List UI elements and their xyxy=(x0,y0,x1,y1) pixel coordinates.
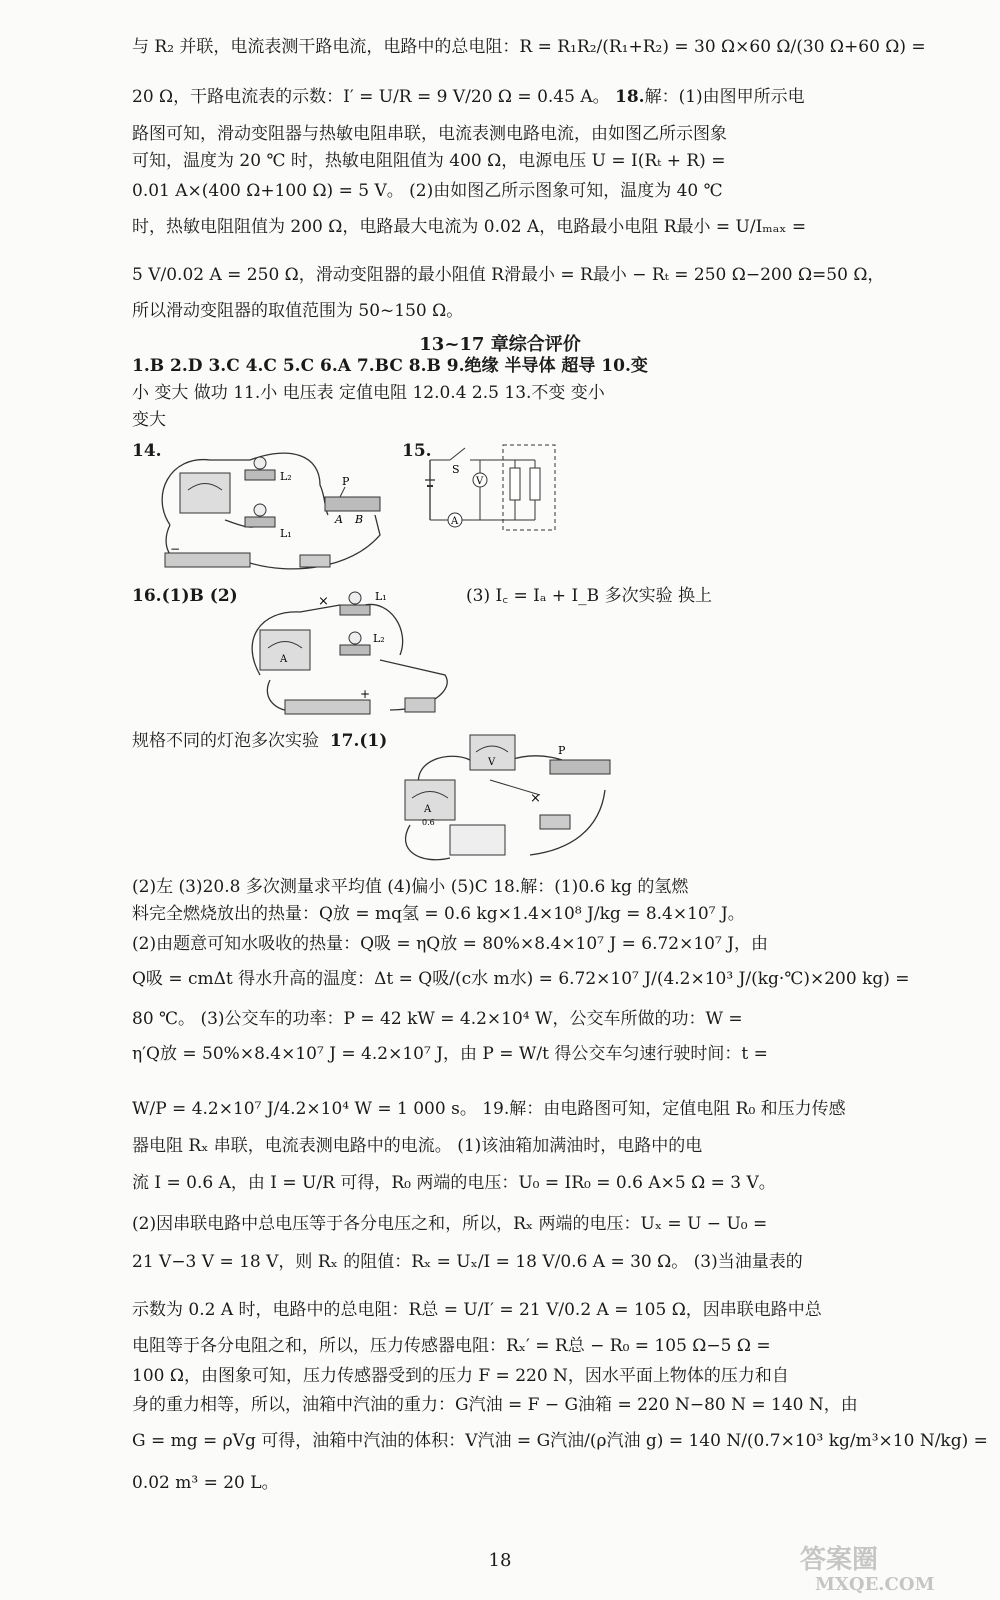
answers-line: 小 变大 做功 11.小 电压表 定值电阻 12.0.4 2.5 13.不变 变小 xyxy=(132,383,605,403)
line: (2)左 (3)20.8 多次测量求平均值 (4)偏小 (5)C 18.解：(1)0.6 kg 的氢燃 xyxy=(132,877,689,897)
label-plus: + xyxy=(360,687,371,701)
label-A: A xyxy=(451,516,459,527)
line: 21 V−3 V = 18 V，则 Rₓ 的阻值：Rₓ = Uₓ/I = 18 V/0.6 A = 30 Ω。 (3)当油量表的 xyxy=(132,1252,803,1272)
figure-17-circuit xyxy=(400,730,620,870)
line xyxy=(132,86,805,108)
line: 与 R₂ 并联，电流表测干路电流，电路中的总电阻：R = R₁R₂/(R₁+R₂) = 30 Ω×60 Ω/(30 Ω+60 Ω) = xyxy=(132,37,926,57)
label-S: S xyxy=(452,463,460,476)
line: Q吸 = cmΔt 得水升高的温度：Δt = Q吸/(c水 m水) = 6.72×10⁷ J/(4.2×10³ J/(kg·℃)×200 kg) = xyxy=(132,969,910,989)
line: (2)由题意可知水吸收的热量：Q吸 = ηQ放 = 80%×8.4×10⁷ J = 6.72×10⁷ J，由 xyxy=(132,934,769,954)
question-16-text: 16.(1)B (2) xyxy=(132,586,238,606)
line: 电阻等于各分电阻之和，所以，压力传感器电阻：Rₓ′ = R总 − R₀ = 105 Ω−5 Ω = xyxy=(132,1336,771,1356)
watermark-bottom: MXQE.COM xyxy=(815,1574,935,1595)
line: 身的重力相等，所以，油箱中汽油的重力：G汽油 = F − G油箱 = 220 N−80 N = 140 N，由 xyxy=(132,1395,858,1415)
question-label-14: 14. xyxy=(132,441,162,461)
cross-mark: × xyxy=(318,594,329,609)
line: G = mg = ρVg 可得，油箱中汽油的体积：V汽油 = G汽油/(ρ汽油 g) = 140 N/(0.7×10³ kg/m³×10 N/kg) = xyxy=(132,1431,988,1451)
label-L1: L₁ xyxy=(280,527,292,540)
watermark-logo xyxy=(795,1540,970,1595)
line: 5 V/0.02 A = 250 Ω，滑动变阻器的最小阻值 R滑最小 = R最小 − Rₜ = 250 Ω−200 Ω=50 Ω， xyxy=(132,265,885,285)
line: 可知，温度为 20 ℃ 时，热敏电阻阻值为 400 Ω，电源电压 U = I(Rₜ + R) = xyxy=(132,151,726,171)
line: 器电阻 Rₓ 串联，电流表测电路中的电流。 (1)该油箱加满油时，电路中的电 xyxy=(132,1136,703,1156)
line-text: 20 Ω，干路电流表的示数：I′ = U/R = 9 V/20 Ω = 0.45 A。 xyxy=(132,87,610,107)
section-heading: 13~17 章综合评价 xyxy=(419,334,581,355)
line: 0.02 m³ = 20 L。 xyxy=(132,1473,279,1493)
line: 0.01 A×(400 Ω+100 Ω) = 5 V。 (2)由如图乙所示图象可知，温度为 40 ℃ xyxy=(132,181,723,201)
cross-mark: × xyxy=(530,791,541,806)
label-L2: L₂ xyxy=(280,470,292,483)
range-label: 0.6 xyxy=(422,818,435,827)
line-text: 规格不同的灯泡多次实验 xyxy=(132,731,319,751)
line: 所以滑动变阻器的取值范围为 50~150 Ω。 xyxy=(132,301,464,321)
label-V: V xyxy=(476,476,484,487)
label-P: P xyxy=(342,475,350,488)
label-V: V xyxy=(488,757,496,768)
figure-14-circuit xyxy=(150,435,390,580)
line: 80 ℃。 (3)公交车的功率：P = 42 kW = 4.2×10⁴ W，公交车所做的功：W = xyxy=(132,1009,743,1029)
line: 路图可知，滑动变阻器与热敏电阻串联，电流表测电路电流，由如图乙所示图象 xyxy=(132,124,727,144)
question-16-text: (3) I꜀ = Iₐ + I_B 多次实验 换上 xyxy=(466,586,712,606)
watermark-top: 答案圈 xyxy=(800,1545,879,1575)
label-L2: L₂ xyxy=(373,632,385,645)
figure-15-circuit-diagram xyxy=(425,440,565,535)
answers-line: 变大 xyxy=(132,410,166,430)
line-text: 解：(1)由图甲所示电 xyxy=(644,87,805,107)
label-ammeter-A: A xyxy=(280,654,288,665)
figure-16-circuit xyxy=(240,580,460,720)
line: 示数为 0.2 A 时，电路中的总电阻：R总 = U/I′ = 21 V/0.2 A = 105 Ω，因串联电路中总 xyxy=(132,1300,822,1320)
line: 100 Ω，由图象可知，压力传感器受到的压力 F = 220 N，因水平面上物体的压力和自 xyxy=(132,1366,789,1386)
label-B: B xyxy=(355,513,364,526)
page-number: 18 xyxy=(488,1550,512,1571)
label-A: A xyxy=(424,804,432,815)
problem-number: 18. xyxy=(615,87,645,107)
label-minus: − xyxy=(170,542,181,556)
line: W/P = 4.2×10⁷ J/4.2×10⁴ W = 1 000 s。 19.解：由电路图可知，定值电阻 R₀ 和压力传感 xyxy=(132,1099,846,1119)
problem-number: 17.(1) xyxy=(329,731,388,751)
line: 时，热敏电阻阻值为 200 Ω，电路最大电流为 0.02 A，电路最小电阻 R最小 = U/Iₘₐₓ = xyxy=(132,217,807,237)
line: (2)因串联电路中总电压等于各分电压之和，所以，Rₓ 两端的电压：Uₓ = U − U₀ = xyxy=(132,1214,768,1234)
line: 料完全燃烧放出的热量：Q放 = mq氢 = 0.6 kg×1.4×10⁸ J/kg = 8.4×10⁷ J。 xyxy=(132,904,745,924)
answers-line: 1.B 2.D 3.C 4.C 5.C 6.A 7.BC 8.B 9.绝缘 半导体 超导 10.变 xyxy=(132,356,648,376)
question-16-text xyxy=(132,730,387,752)
label-A: A xyxy=(335,513,343,526)
question-label-15: 15. xyxy=(402,441,432,461)
label-L1: L₁ xyxy=(375,590,387,603)
line: η′Q放 = 50%×8.4×10⁷ J = 4.2×10⁷ J，由 P = W/t 得公交车匀速行驶时间：t = xyxy=(132,1044,768,1064)
line: 流 I = 0.6 A，由 I = U/R 可得，R₀ 两端的电压：U₀ = IR₀ = 0.6 A×5 Ω = 3 V。 xyxy=(132,1173,776,1193)
label-P: P xyxy=(558,744,566,757)
